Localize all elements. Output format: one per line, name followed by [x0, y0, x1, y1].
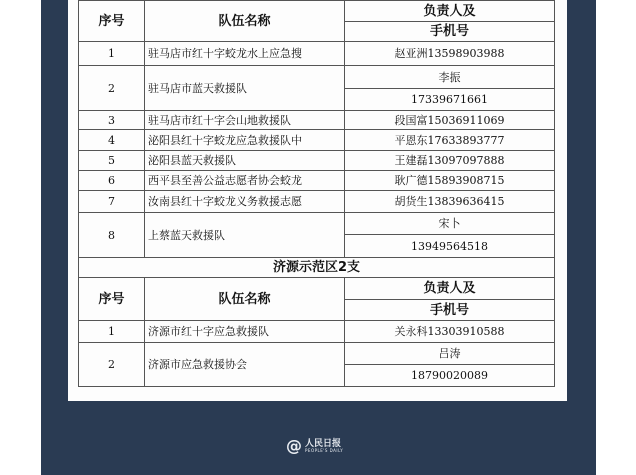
- peoples-daily-logo: [286, 436, 358, 456]
- header-team: 队伍名称: [145, 1, 345, 42]
- row-contact-name: 吕涛: [345, 343, 555, 365]
- table-row: [79, 213, 555, 235]
- table-header-row: [79, 278, 555, 300]
- table-row: [79, 111, 555, 130]
- table-row: [79, 151, 555, 171]
- section-title: 济源示范区2支: [79, 258, 555, 278]
- row-no: 1: [79, 42, 145, 66]
- row-team: 驻马店市红十字会山地救援队: [145, 111, 345, 130]
- row-team: 济源市应急救援协会: [145, 343, 345, 387]
- row-no: 2: [79, 66, 145, 111]
- table-row: [79, 191, 555, 213]
- rescue-team-table: [78, 0, 555, 387]
- row-team: 泌阳县蓝天救援队: [145, 151, 345, 171]
- row-contact: 段国富15036911069: [345, 111, 555, 130]
- row-contact-name: 李振: [345, 66, 555, 89]
- row-contact: 耿广德15893908715: [345, 171, 555, 191]
- header-no: 序号: [79, 278, 145, 321]
- row-team: 汝南县红十字蛟龙义务救援志愿: [145, 191, 345, 213]
- header-no: 序号: [79, 1, 145, 42]
- row-contact: 关永科13303910588: [345, 321, 555, 343]
- row-no: 8: [79, 213, 145, 258]
- row-contact: 平恩东17633893777: [345, 130, 555, 151]
- row-team: 上蔡蓝天救援队: [145, 213, 345, 258]
- row-team: 泌阳县红十字蛟龙应急救援队中: [145, 130, 345, 151]
- header-contact-line1: 负责人及: [345, 1, 555, 22]
- row-no: 5: [79, 151, 145, 171]
- logo-main-text: 人民日报: [305, 438, 342, 449]
- header-contact-line2: 手机号: [345, 22, 555, 42]
- row-contact-name: 宋卜: [345, 213, 555, 235]
- row-contact: 王建磊13097097888: [345, 151, 555, 171]
- table-row: [79, 321, 555, 343]
- table-header-row: [79, 1, 555, 22]
- row-team: 驻马店市红十字蛟龙水上应急搜: [145, 42, 345, 66]
- header-contact-line2: 手机号: [345, 300, 555, 321]
- row-team: 驻马店市蓝天救援队: [145, 66, 345, 111]
- row-contact: 赵亚洲13598903988: [345, 42, 555, 66]
- header-team: 队伍名称: [145, 278, 345, 321]
- row-contact-phone: 18790020089: [345, 365, 555, 387]
- table-row: [79, 66, 555, 89]
- logo-sub-text: PEOPLE'S DAILY: [305, 447, 344, 453]
- section-title-row: [79, 258, 555, 278]
- header-contact-line1: 负责人及: [345, 278, 555, 300]
- table-row: [79, 130, 555, 151]
- row-no: 3: [79, 111, 145, 130]
- row-contact: 胡货生13839636415: [345, 191, 555, 213]
- table-row: [79, 343, 555, 365]
- row-no: 4: [79, 130, 145, 151]
- table-row: [79, 42, 555, 66]
- row-contact-phone: 13949564518: [345, 235, 555, 258]
- row-contact-phone: 17339671661: [345, 89, 555, 111]
- table-row: [79, 171, 555, 191]
- row-no: 2: [79, 343, 145, 387]
- row-team: 西平县至善公益志愿者协会蛟龙: [145, 171, 345, 191]
- row-no: 6: [79, 171, 145, 191]
- at-sign-icon: @: [286, 436, 302, 455]
- row-no: 1: [79, 321, 145, 343]
- row-no: 7: [79, 191, 145, 213]
- row-team: 济源市红十字应急救援队: [145, 321, 345, 343]
